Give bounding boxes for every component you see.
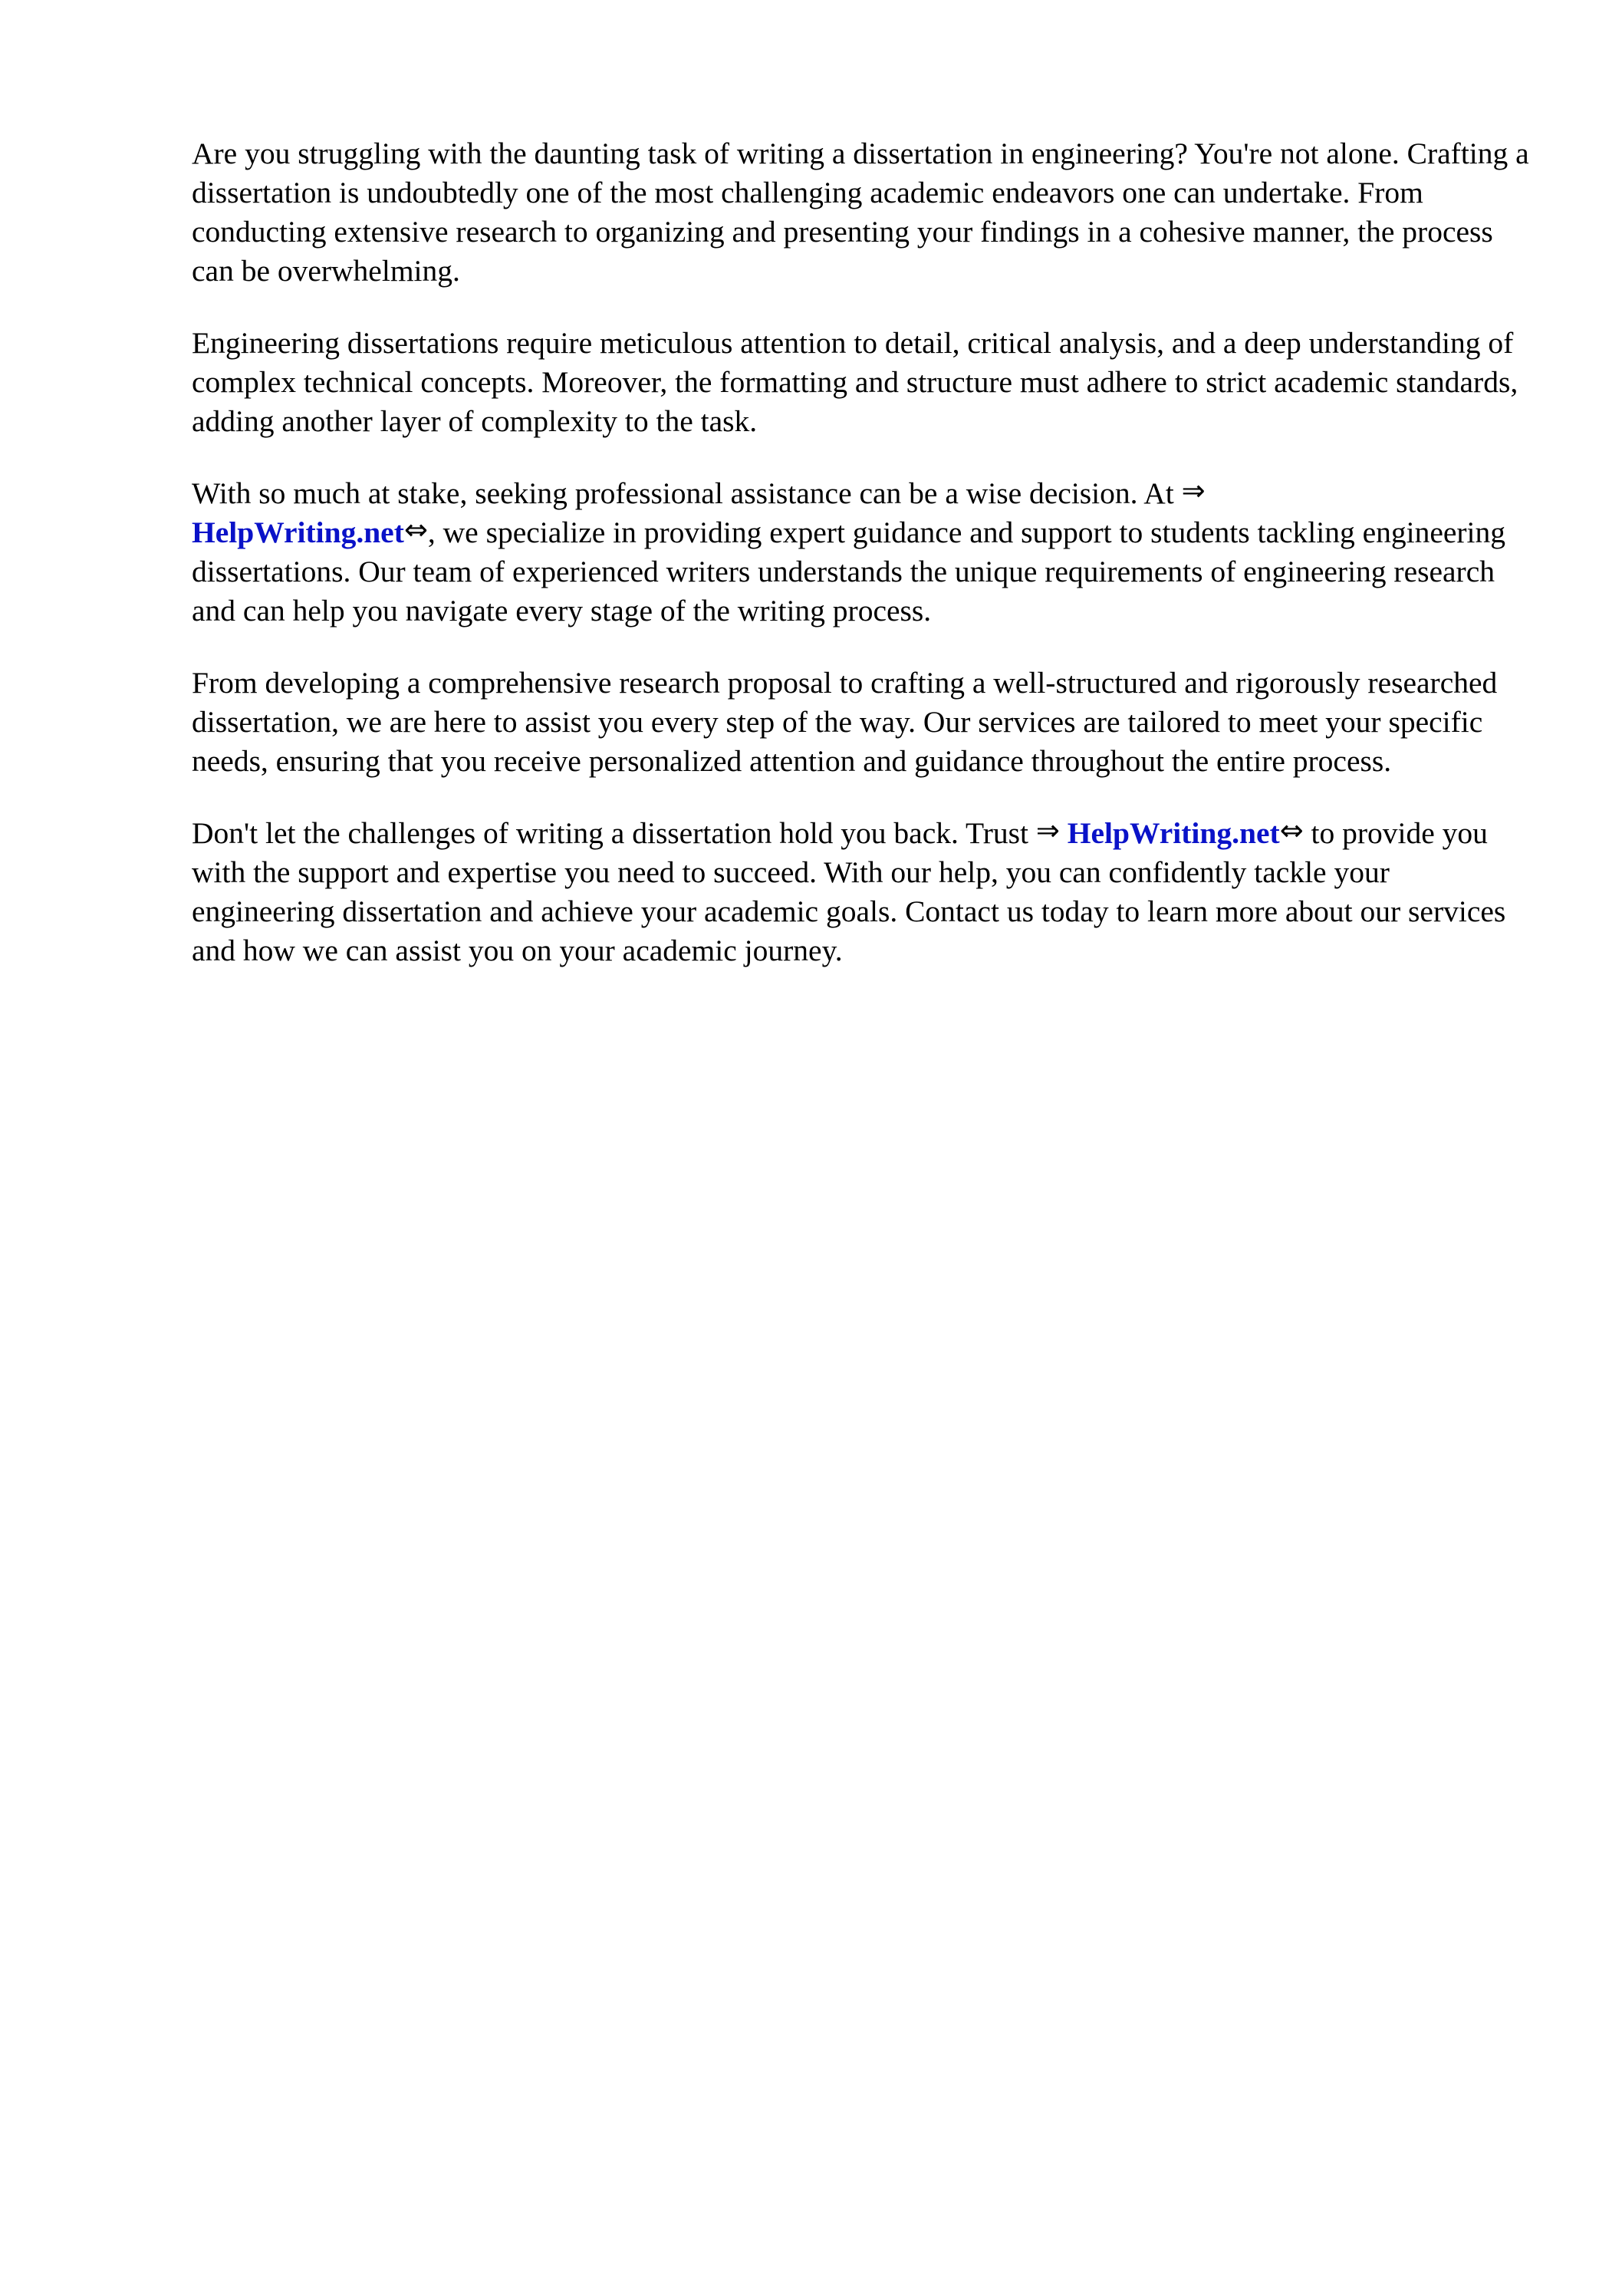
- left-right-double-arrow-icon: ⇔: [403, 513, 428, 546]
- paragraph-requirements: Engineering dissertations require meticulous attention to detail, critical analysis, and a deep understanding of complex technical concepts. Moreover, the formatting and structure must adhere to strict academic standards, adding another layer of complexity to the task.: [192, 326, 1518, 438]
- document-body: [192, 134, 1534, 1003]
- paragraph-assistance: [192, 474, 1534, 631]
- paragraph-closing-tail: to provide you with the support and expertise you need to succeed. With our help, you can confidently tackle your engineering dissertation and achieve your academic goals. Contact us today to learn more about our services and how we can assist you on your academic journey.: [192, 816, 1506, 967]
- paragraph-closing: [192, 814, 1534, 970]
- paragraph-assistance-lead: With so much at stake, seeking professional assistance can be a wise decision. At: [192, 476, 1182, 510]
- left-right-double-arrow-icon: ⇔: [1279, 814, 1304, 847]
- helpwriting-link[interactable]: HelpWriting.net: [1067, 816, 1280, 850]
- right-double-arrow-icon: ⇒: [1181, 474, 1206, 507]
- paragraph-assistance-tail: , we specialize in providing expert guidance and support to students tackling engineering dissertations. Our team of experienced writers understands the unique requirements of engineering research and can help you navigate every stage of the writing process.: [192, 516, 1506, 628]
- paragraph-closing-lead: Don't let the challenges of writing a dissertation hold you back. Trust: [192, 816, 1036, 850]
- paragraph-intro: Are you struggling with the daunting task of writing a dissertation in engineering? You're not alone. Crafting a dissertation is undoubtedly one of the most challenging academic endeavors one can undertake. From conducting extensive research to organizing and presenting your findings in a cohesive manner, the process can be overwhelming.: [192, 137, 1529, 288]
- right-double-arrow-icon: ⇒: [1035, 814, 1060, 847]
- paragraph-services: From developing a comprehensive research proposal to crafting a well-structured and rigorously researched dissertation, we are here to assist you every step of the way. Our services are tailored to meet your specific needs, ensuring that you receive personalized attention and guidance throughout the entire process.: [192, 666, 1498, 778]
- helpwriting-link[interactable]: HelpWriting.net: [192, 516, 404, 549]
